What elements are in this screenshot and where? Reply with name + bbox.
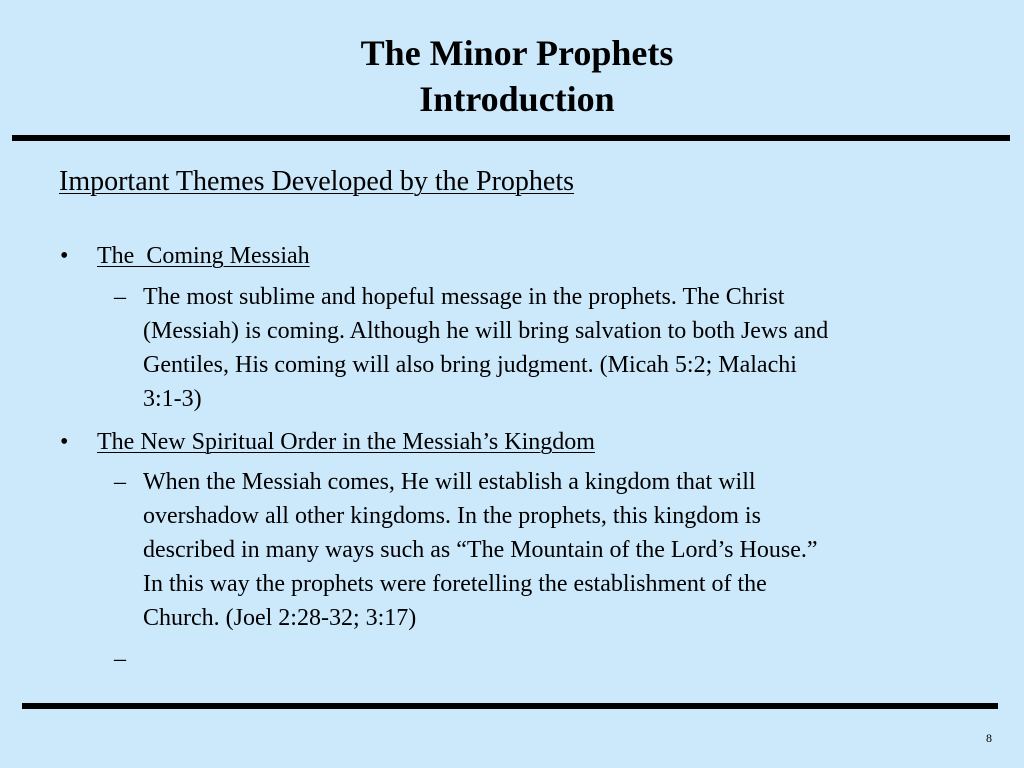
section-heading: Important Themes Developed by the Prophets [59, 166, 575, 197]
bullet-heading-coming-messiah: The Coming Messiah [97, 243, 310, 269]
page-number: 8 [986, 731, 992, 745]
bottom-divider [22, 703, 998, 709]
bullet-marker: • [60, 429, 69, 455]
top-divider [12, 135, 1010, 141]
slide-title [0, 30, 1024, 122]
sub-bullet-spiritual-order-text: When the Messiah comes, He will establish a kingdom that will overshadow all other kingdoms. In the prophets, this kingdom is described in many ways such as “The Mountain of the Lord’s House.” In this way the prophets were foretelling the establishment of the Church. (Joel 2:28-32; 3:17) [143, 469, 818, 631]
empty-sub-bullet-marker: – [114, 646, 126, 672]
bullet-heading-spiritual-order: The New Spiritual Order in the Messiah’s Kingdom [97, 429, 595, 455]
bullet-marker: • [60, 243, 69, 269]
sub-bullet-marker: – [114, 469, 126, 495]
title-line-1: The Minor Prophets [360, 33, 674, 73]
sub-bullet-coming-messiah-text: The most sublime and hopeful message in the prophets. The Christ (Messiah) is coming. Although he will bring salvation to both Jews and Gentiles, His coming will also bring judgment. (Micah 5:2; Malachi 3:1-3) [143, 284, 829, 412]
sub-bullet-marker: – [114, 284, 126, 310]
title-line-2: Introduction [419, 79, 615, 119]
